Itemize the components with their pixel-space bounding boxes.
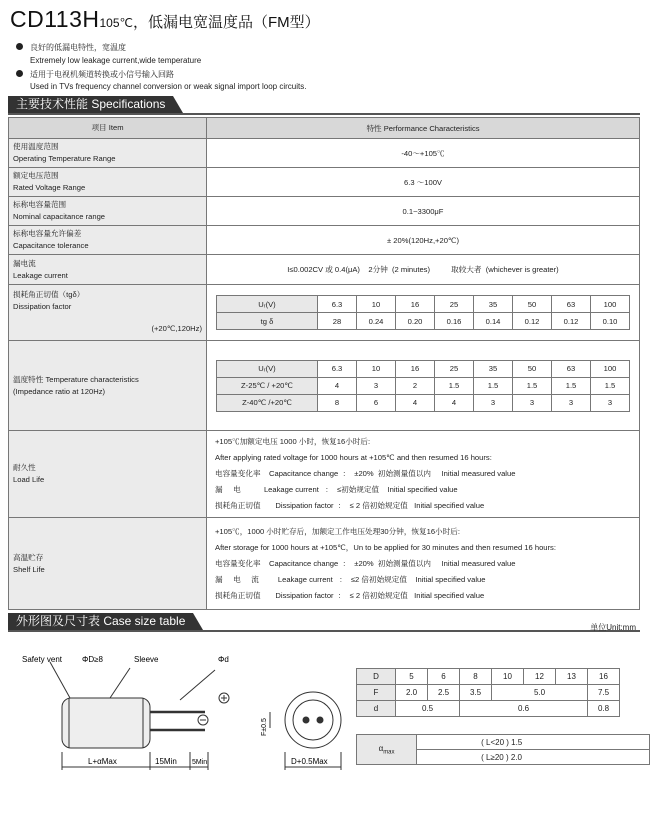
table-cell: 1.5 bbox=[435, 377, 474, 394]
temperature-rating: 105℃ bbox=[99, 16, 133, 30]
pitch-label: F±0.5 bbox=[261, 718, 268, 736]
table-cell: 3 bbox=[591, 394, 630, 411]
table-cell: 16 bbox=[396, 296, 435, 313]
table-row: D 5 6 8 10 12 13 16 bbox=[357, 669, 620, 685]
table-row-load-life: 耐久性 Load Life +105℃加额定电压 1000 小时，恢复16小时后: After applying rated voltage for 1000 hours at +105℃ and then resumed 16 hours: 电容量变化率 Capacitance change ： ±20% 初始测量值以内 Initial measured value 漏 电 Leakage current ： ≤初始规定值 Initial specified value 损耗角正切值 Dissipation factor ： ≤ 2 倍初始规定值 Initial specified value bbox=[9, 431, 640, 518]
feature-item: 适用于电视机频道转换或小信号输入回路 bbox=[30, 69, 174, 80]
lead-diameter-label: Φd bbox=[218, 655, 229, 664]
table-cell: 8 bbox=[318, 394, 357, 411]
table-row-temperature: 温度特性 Temperature characteristics (Impedance ratio at 120Hz) Uᵣ(V) 6.3 10 16 25 35 50 63 100 Z-25℃ / +20℃ 4 3 2 1.5 1.5 1.5 1.5 1.5 Z-40℃ /+20℃ 8 6 4 4 3 3 3 3 bbox=[9, 341, 640, 431]
table-row: $\alpha_{max}$ ( L<20 ) 1.5 bbox=[357, 735, 650, 750]
table-cell: 6 bbox=[357, 394, 396, 411]
impedance-ratio-table: Uᵣ(V) 6.3 10 16 25 35 50 63 100 Z-25℃ / +20℃ 4 3 2 1.5 1.5 1.5 1.5 1.5 Z-40℃ /+20℃ 8 6 4 4 3 3 3 3 bbox=[216, 360, 630, 412]
table-cell: 16 bbox=[396, 360, 435, 377]
diameter-max-label: D+0.5Max bbox=[291, 757, 328, 766]
unit-label: 单位Unit:mm bbox=[590, 623, 636, 632]
table-row-shelf-life: 高温贮存 Shelf Life +105℃，1000 小时贮存后，加额定工作电压处理30分钟，恢复16小时后: After storage for 1000 hours at +105℃，Un to be applied for 30 minutes and then resumed 16 hours: 电容量变化率 Capacitance change ： ±20% 初始测量值以内 Initial measured value 漏 电 流 Leakage current ： ≤2 倍初始规定值 Initial specified value 损耗角正切值 Dissipation factor ： ≤ 2 倍初始规定值 Initial specified value bbox=[9, 518, 640, 610]
table-row: 额定电压范围 Rated Voltage Range 6.3 ～100V bbox=[9, 168, 640, 197]
table-cell: 100 bbox=[591, 296, 630, 313]
table-row: F 2.0 2.5 3.5 5.0 7.5 bbox=[357, 685, 620, 701]
bullet-icon bbox=[16, 43, 23, 50]
table-cell: 3 bbox=[357, 377, 396, 394]
table-row-leakage: 漏电流 Leakage current I≤0.002CV 或 0.4(μA) 2分钟 (2 minutes) 取较大者 (whichever is greater) bbox=[9, 255, 640, 285]
table-cell: 4 bbox=[318, 377, 357, 394]
table-cell: 4 bbox=[435, 394, 474, 411]
feature-item-en: Extremely low leakage current,wide temperature bbox=[30, 56, 202, 65]
product-description: ，低漏电宽温度品（FM型） bbox=[133, 14, 320, 31]
table-cell: 0.20 bbox=[396, 313, 435, 330]
table-row: 标称电容量范围 Nominal capacitance range 0.1~3300μF bbox=[9, 197, 640, 226]
table-cell: 0.12 bbox=[513, 313, 552, 330]
table-cell: 3 bbox=[552, 394, 591, 411]
sleeve-label: Sleeve bbox=[134, 655, 159, 664]
model-number: CD113H bbox=[10, 6, 100, 32]
table-cell: 63 bbox=[552, 296, 591, 313]
dimension-table bbox=[356, 668, 620, 717]
feature-item: 良好的低漏电特性，宽温度 bbox=[30, 42, 126, 53]
specifications-banner: 主要技术性能 Specifications bbox=[8, 96, 640, 115]
lead-min-label: 15Min bbox=[155, 757, 177, 766]
case-size-banner: 外形图及尺寸表 Case size table bbox=[8, 613, 640, 632]
bullet-icon bbox=[16, 70, 23, 77]
table-cell: 3 bbox=[513, 394, 552, 411]
table-cell: 100 bbox=[591, 360, 630, 377]
lead-min-short-label: 5Min bbox=[192, 759, 208, 766]
table-cell: 25 bbox=[435, 296, 474, 313]
table-cell: 35 bbox=[474, 296, 513, 313]
dissipation-factor-table: Uᵣ(V) 6.3 10 16 25 35 50 63 100 tg δ 28 0.24 0.20 0.16 0.14 0.12 0.12 0.10 bbox=[216, 295, 630, 330]
table-cell: 50 bbox=[513, 360, 552, 377]
specifications-table bbox=[8, 117, 640, 610]
diameter-note: ΦD≥8 bbox=[82, 655, 103, 664]
capacitor-body bbox=[62, 698, 150, 748]
table-cell: 25 bbox=[435, 360, 474, 377]
table-cell: 28 bbox=[318, 313, 357, 330]
safety-vent-label: Safety vent bbox=[22, 655, 63, 664]
table-cell: 10 bbox=[357, 360, 396, 377]
table-cell: 63 bbox=[552, 360, 591, 377]
length-label: L+αMax bbox=[88, 757, 117, 766]
table-row: 使用温度范围 Operating Temperature Range -40～+105℃ bbox=[9, 139, 640, 168]
table-cell: 6.3 bbox=[318, 360, 357, 377]
table-cell: 2 bbox=[396, 377, 435, 394]
table-cell: 1.5 bbox=[513, 377, 552, 394]
table-cell: 3 bbox=[474, 394, 513, 411]
alpha-table bbox=[356, 734, 650, 765]
table-row: d 0.5 0.6 0.8 bbox=[357, 701, 620, 717]
table-cell: 1.5 bbox=[552, 377, 591, 394]
table-cell: 6.3 bbox=[318, 296, 357, 313]
table-row-dissipation: 损耗角正切值（tgδ） Dissipation factor (+20℃,120Hz) Uᵣ(V) 6.3 10 16 25 35 50 63 100 tg δ 28 0.24 0.20 0.16 0.14 0.12 0.12 0.10 bbox=[9, 285, 640, 341]
table-cell: 0.14 bbox=[474, 313, 513, 330]
table-cell: 0.24 bbox=[357, 313, 396, 330]
table-cell: 10 bbox=[357, 296, 396, 313]
table-cell: 1.5 bbox=[474, 377, 513, 394]
table-row: 标称电容量允许偏差 Capacitance tolerance ± 20%(120Hz,+20℃) bbox=[9, 226, 640, 255]
table-cell: 1.5 bbox=[591, 377, 630, 394]
table-cell: 35 bbox=[474, 360, 513, 377]
page-title bbox=[10, 6, 320, 33]
table-header-row: 项目 Item 特性 Performance Characteristics bbox=[9, 118, 640, 139]
table-row: ( L≥20 ) 2.0 bbox=[357, 750, 650, 765]
table-cell: 50 bbox=[513, 296, 552, 313]
capacitor-outline-drawing bbox=[0, 640, 350, 780]
table-cell: 4 bbox=[396, 394, 435, 411]
table-cell: 0.10 bbox=[591, 313, 630, 330]
feature-item-en: Used in TVs frequency channel conversion or weak signal import loop circuits. bbox=[30, 82, 307, 91]
table-cell: 0.16 bbox=[435, 313, 474, 330]
table-cell: 0.12 bbox=[552, 313, 591, 330]
